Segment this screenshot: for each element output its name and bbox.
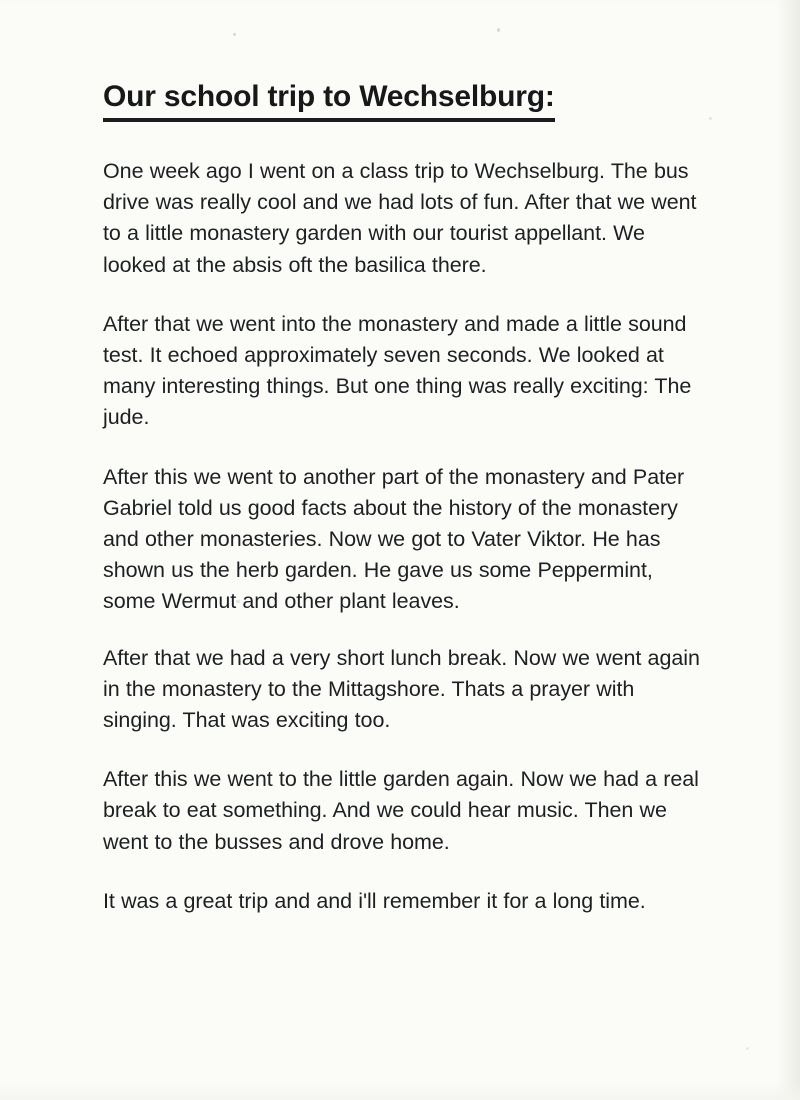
scan-speck (233, 33, 236, 36)
scan-speck (746, 1047, 749, 1050)
scan-speck (709, 117, 712, 120)
paragraph: After this we went to another part of the monastery and Pater Gabriel told us good facts about the history of the monastery and other monasteries. Now we got to Vater Viktor. He has shown us the herb garden. He gave us some Peppermint, some Wermut and other plant leaves. (103, 464, 685, 614)
scan-edge-shading-top (0, 0, 800, 14)
document-paragraph-list (103, 156, 703, 917)
page-title: Our school trip to Wechselburg: (103, 78, 555, 122)
paragraph: After this we went to the little garden again. Now we had a real break to eat something. And we could hear music. Then we went to the busses and drove home. (103, 767, 699, 854)
paragraph: It was a great trip and and i'll remember it for a long time. (103, 888, 646, 913)
scan-speck (497, 28, 500, 32)
document-text-body (103, 78, 703, 917)
paragraph: After that we had a very short lunch break. Now we went again in the monastery to the Mittagshore. Thats a prayer with singing. That was exciting too. (103, 645, 700, 733)
paragraph: One week ago I went on a class trip to Wechselburg. The bus drive was really cool and we had lots of fun. After that we went to a little monastery garden with our tourist appellant. We looked at the absis oft the basilica there. (103, 159, 697, 277)
scan-edge-shading-bottom (0, 1082, 800, 1100)
paragraph: After that we went into the monastery and made a little sound test. It echoed approximately seven seconds. We looked at many interesting things. But one thing was really exciting: The jude. (103, 311, 692, 430)
scan-edge-shading-right (776, 0, 800, 1100)
